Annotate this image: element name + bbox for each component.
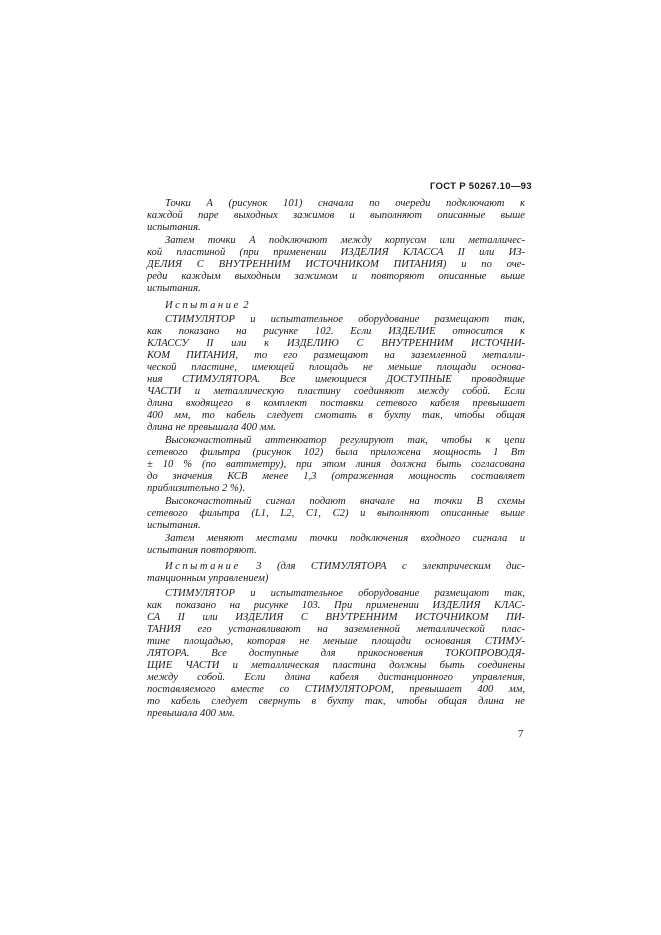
- text-line: Затем точки А подключают между корпусом или металличес-: [165, 235, 525, 246]
- text-line: длина не превышала 400 мм.: [147, 422, 276, 433]
- text-line: 400 мм, то кабель следует смотать в бухту так, чтобы общая: [147, 410, 525, 421]
- text-line: Высокочастотный сигнал подают вначале на точки В схемы: [165, 496, 525, 507]
- page-number: 7: [518, 728, 524, 740]
- text-line: поставляемого вместе со СТИМУЛЯТОРОМ, превышает 400 мм,: [147, 684, 525, 695]
- paragraph-points-a-body: [147, 235, 525, 295]
- text-line: реди каждым выходным зажимом и повторяют описанные выше: [147, 271, 525, 282]
- text-line: каждой паре выходных зажимов и выполняют описанные выше: [147, 210, 525, 221]
- text-line: испытания.: [147, 283, 201, 294]
- paragraph-test-3-setup: [147, 588, 525, 720]
- text-line: ТАНИЯ его устанавливают на заземленной металлической плас-: [147, 624, 525, 635]
- text-line: длина входящего в комплект поставки сетевого кабеля превышает: [147, 398, 525, 409]
- paragraph-points-a: [147, 198, 525, 234]
- text-line: СТИМУЛЯТОР и испытательное оборудование размещают так,: [165, 588, 525, 599]
- document-body: [147, 198, 525, 720]
- paragraph-test-2-setup: [147, 314, 525, 434]
- text-line: ДЕЛИЯ С ВНУТРЕННИМ ИСТОЧНИКОМ ПИТАНИЯ) и по оче-: [147, 259, 525, 270]
- text-line: ЩИЕ ЧАСТИ и металлическая пластина должны быть соединены: [147, 660, 525, 671]
- text-line: испытания повторяют.: [147, 545, 257, 556]
- text-line: как показано на рисунке 103. При применении ИЗДЕЛИЯ КЛАС-: [147, 600, 525, 611]
- paragraph-swap-points: [147, 533, 525, 557]
- text-line: приблизительно 2 %).: [147, 483, 245, 494]
- text-line: ния СТИМУЛЯТОРА. Все имеющиеся ДОСТУПНЫЕ проводящие: [147, 374, 525, 385]
- heading-test-2: [147, 300, 525, 312]
- text-line: до значения КСВ менее 1,3 (отраженная мощность составляет: [147, 471, 525, 482]
- heading-spaced-word: Испытание: [165, 561, 241, 572]
- text-line: СА II или ИЗДЕЛИЯ С ВНУТРЕННИМ ИСТОЧНИКОМ ПИ-: [147, 612, 525, 623]
- text-line: КЛАССУ II или к ИЗДЕЛИЮ С ВНУТРЕННИМ ИСТОЧНИ-: [147, 338, 525, 349]
- text-line: испытания.: [147, 520, 201, 531]
- text-line: ческой пластине, имеющей площадь не меньше площади основа-: [147, 362, 525, 373]
- text-line: сетевого фильтра (L1, L2, C1, C2) и выполняют описанные выше: [147, 508, 525, 519]
- text-line: кой пластиной (при применении ИЗДЕЛИЯ КЛАССА II или ИЗ-: [147, 247, 525, 258]
- text-line: ± 10 % (по ваттметру), при этом линия должна быть согласована: [147, 459, 525, 470]
- text-line: как показано на рисунке 102. Если ИЗДЕЛИЕ относится к: [147, 326, 525, 337]
- text-line: СТИМУЛЯТОР и испытательное оборудование размещают так,: [165, 314, 525, 325]
- text-line: танционным управлением): [147, 573, 269, 584]
- heading-test-3: [147, 561, 525, 585]
- paragraph-attenuator: [147, 435, 525, 495]
- text-line: ЧАСТИ и металлическую пластину соединяют между собой. Если: [147, 386, 525, 397]
- text-line: превышала 400 мм.: [147, 708, 235, 719]
- text-line: Точки А (рисунок 101) сначала по очереди подключают к: [165, 198, 525, 209]
- heading-spaced-word: Испытание: [165, 300, 241, 311]
- text-line: КОМ ПИТАНИЯ, то его размещают на заземленной металли-: [147, 350, 525, 361]
- document-header: ГОСТ Р 50267.10—93: [430, 181, 532, 192]
- text-line: ЛЯТОРА. Все доступные для прикосновения ТОКОПРОВОДЯ-: [147, 648, 525, 659]
- text-line: сетевого фильтра (рисунок 102) была приложена мощность 1 Вт: [147, 447, 525, 458]
- paragraph-hf-signal: [147, 496, 525, 532]
- text-line: Испытание 3 (для СТИМУЛЯТОРА с электрическим дис-: [165, 561, 525, 572]
- text-line: между собой. Если длина кабеля дистанционного управления,: [147, 672, 525, 683]
- text-line: тине площадью, которая не меньше площади основания СТИМУ-: [147, 636, 525, 647]
- text-line: то кабель следует свернуть в бухту так, чтобы общая длина не: [147, 696, 525, 707]
- text-line: Испытание 2: [165, 300, 249, 311]
- text-line: Высокочастотный аттенюатор регулируют так, чтобы к цепи: [165, 435, 525, 446]
- text-line: Затем меняют местами точки подключения входного сигнала и: [165, 533, 525, 544]
- text-line: испытания.: [147, 222, 201, 233]
